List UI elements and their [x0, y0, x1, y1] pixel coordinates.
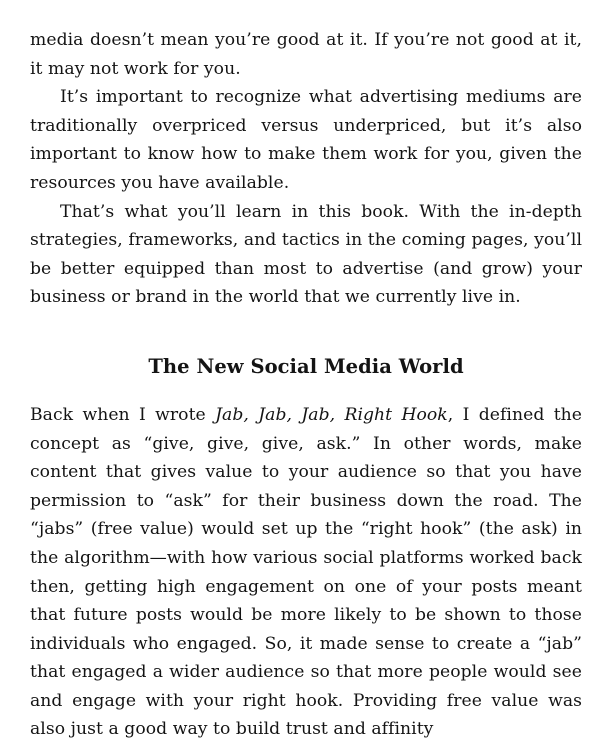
paragraph-intro-text: Back when I wrote [30, 404, 216, 425]
paragraph-advertising-mediums: It’s important to recognize what advertising mediums are traditionally overpriced versus underpriced, but it’s also important to know how to make them work for you, given the resources you have available. [30, 87, 582, 193]
paragraph-body-text: , I defined the concept as “give, give, give, ask.” In other words, make content that gives value to your audience so that you have permission to “ask” for their business down the road. The “jabs” (free value) would set up the “right hook” (the ask) in the algorithm—with how various social platforms worked back then, getting high engagement on one of your posts meant that future posts would be more likely to be shown to those individuals who engaged. So, it made sense to create a “jab” that engaged a wider audience so that more people would see and engage with your right hook. Providing free value was also just a good way to build trust and affinity [30, 404, 582, 740]
book-page [30, 26, 582, 744]
book-title: Jab, Jab, Jab, Right Hook [215, 404, 448, 425]
paragraph-continued: media doesn’t mean you’re good at it. If you’re not good at it, it may not work for you. [30, 30, 582, 79]
paragraph-book-purpose: That’s what you’ll learn in this book. With the in-depth strategies, frameworks, and tactics in the coming pages, you’ll be better equipped than most to advertise (and grow) your business or brand in the world that we currently live in. [30, 201, 582, 308]
section-heading: The New Social Media World [148, 354, 464, 378]
paragraph-jab-concept [30, 401, 582, 744]
